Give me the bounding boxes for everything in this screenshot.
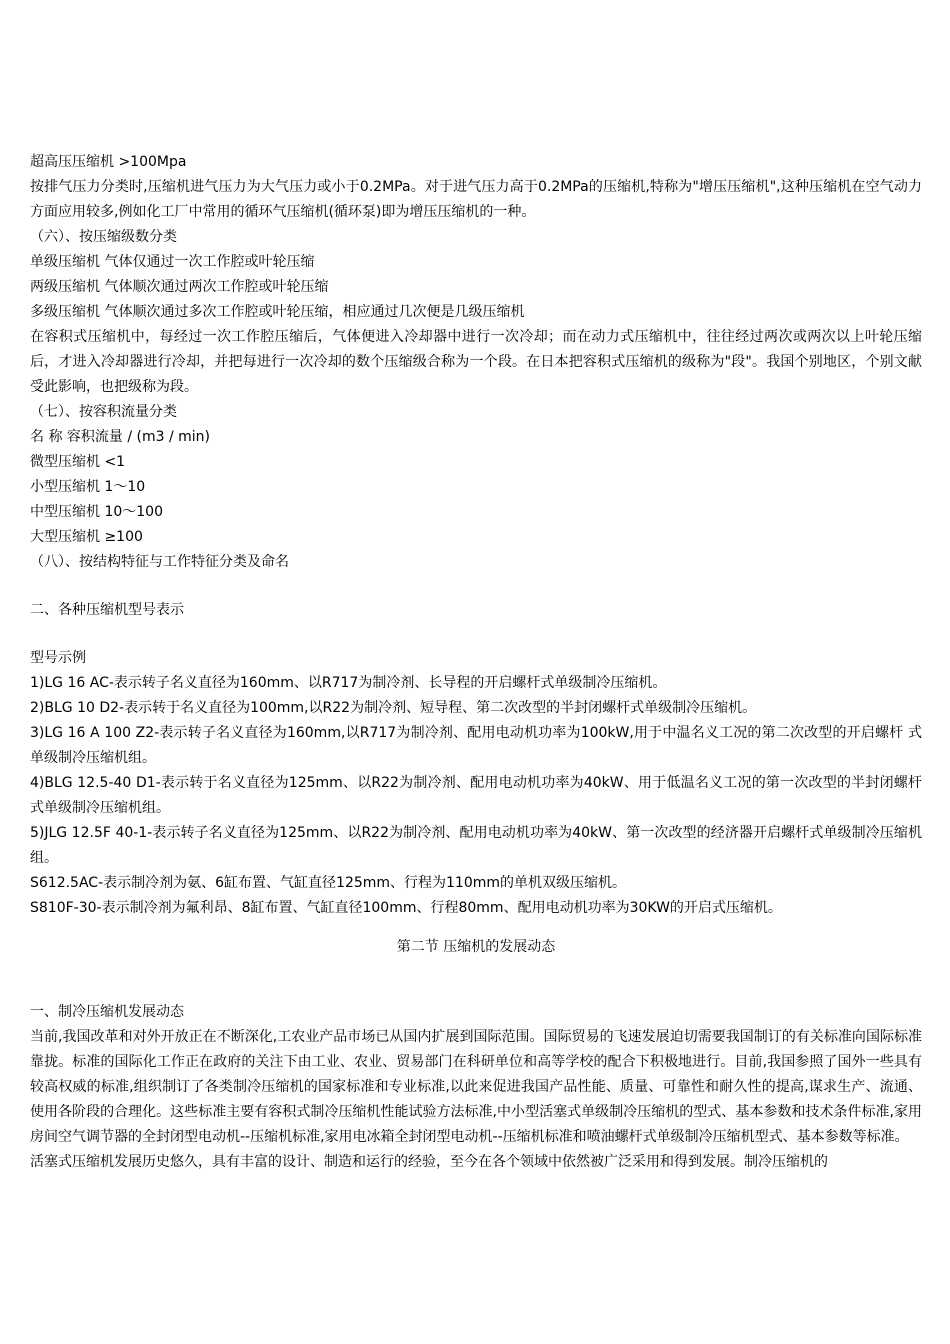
examples-title: 型号示例: [30, 650, 86, 666]
text-line: 中型压缩机 10～100: [30, 504, 163, 520]
table-header-line: 名 称 容积流量 / (m3 / min): [30, 429, 211, 445]
section-title: 第二节 压缩机的发展动态: [396, 939, 556, 955]
example-line: S612.5AC-表示制冷剂为氨、6缸布置、气缸直径125mm、行程为110mm的单机双级压缩机。: [30, 875, 627, 891]
text-line: 微型压缩机 <1: [30, 454, 126, 470]
text-line: 超高压压缩机 >100Mpa: [30, 154, 187, 170]
example-line: 2)BLG 10 D2-表示转于名义直径为100mm,以R22为制冷剂、短导程、第二次改型的半封闭螺杆式单级制冷压缩机。: [30, 700, 757, 716]
example-paragraph: 5)JLG 12.5F 40-1-表示转子名义直径为125mm、以R22为制冷剂、配用电动机功率为40kW、第一次改型的经济器开启螺杆式单级制冷压缩机组。: [30, 825, 922, 866]
text-line: 单级压缩机 气体仅通过一次工作腔或叶轮压缩: [30, 254, 315, 270]
paragraph: 按排气压力分类时,压缩机进气压力为大气压力或小于0.2MPa。对于进气压力高于0.2MPa的压缩机,特称为"增压压缩机",这种压缩机在空气动力方面应用较多,例如化工厂中常用的循环气压缩机(循环泵)即为增压压缩机的一种。: [30, 179, 922, 220]
example-line: S810F-30-表示制冷剂为氟利昂、8缸布置、气缸直径100mm、行程80mm、配用电动机功率为30KW的开启式压缩机。: [30, 900, 782, 916]
text-line: 活塞式压缩机发展历史悠久，具有丰富的设计、制造和运行的经验，至今在各个领域中依然被广泛采用和得到发展。制冷压缩机的: [30, 1154, 828, 1170]
example-paragraph: 4)BLG 12.5-40 D1-表示转于名义直径为125mm、以R22为制冷剂、配用电动机功率为40kW、用于低温名义工况的第一次改型的半封闭螺杆式单级制冷压缩机组。: [30, 775, 922, 816]
spacer: [30, 623, 922, 646]
spacer: [30, 960, 922, 1000]
section-heading: 二、各种压缩机型号表示: [30, 602, 184, 618]
section-heading: 一、制冷压缩机发展动态: [30, 1004, 184, 1020]
text-line: 小型压缩机 1～10: [30, 479, 146, 495]
paragraph: 当前,我国改革和对外开放正在不断深化,工农业产品市场已从国内扩展到国际范围。国际贸易的飞速发展迫切需要我国制订的有关标准向国际标准靠拢。标准的国际化工作正在政府的关注下由工业、农业、贸易部门在科研单位和高等学校的配合下积极地进行。目前,我国参照了国外一些具有较高权威的标准,组织制订了各类制冷压缩机的国家标准和专业标准,以此来促进我国产品性能、质量、可靠性和耐久性的提高,谋求生产、流通、使用各阶段的合理化。这些标准主要有容积式制冷压缩机性能试验方法标准,中小型活塞式单级制冷压缩机的型式、基本参数和技术条件标准,家用房间空气调节器的全封闭型电动机--压缩机标准,家用电冰箱全封闭型电动机--压缩机标准和喷油螺杆式单级制冷压缩机型式、基本参数等标准。: [30, 1029, 922, 1145]
spacer: [30, 921, 922, 935]
document-page: [30, 150, 922, 1175]
text-line: 两级压缩机 气体顺次通过两次工作腔或叶轮压缩: [30, 279, 329, 295]
spacer: [30, 575, 922, 598]
example-line: 1)LG 16 AC-表示转子名义直径为160mm、以R717为制冷剂、长导程的开启螺杆式单级制冷压缩机。: [30, 675, 667, 691]
subheading: （八）、按结构特征与工作特征分类及命名: [30, 554, 289, 570]
example-paragraph: 3)LG 16 A 100 Z2-表示转子名义直径为160mm,以R717为制冷剂、配用电动机功率为100kW,用于中温名义工况的第二次改型的开启螺杆 式单级制冷压缩机组。: [30, 725, 922, 766]
paragraph: 在容积式压缩机中，每经过一次工作腔压缩后，气体便进入冷却器中进行一次冷却；而在动力式压缩机中，往往经过两次或两次以上叶轮压缩后，才进入冷却器进行冷却，并把每进行一次冷却的数个压缩级合称为一个段。在日本把容积式压缩机的级称为"段"。我国个别地区，个别文献受此影响，也把级称为段。: [30, 329, 922, 395]
text-line: 多级压缩机 气体顺次通过多次工作腔或叶轮压缩，相应通过几次便是几级压缩机: [30, 304, 525, 320]
subheading: （六）、按压缩级数分类: [30, 229, 177, 245]
text-line: 大型压缩机 ≥100: [30, 529, 143, 545]
subheading: （七）、按容积流量分类: [30, 404, 177, 420]
